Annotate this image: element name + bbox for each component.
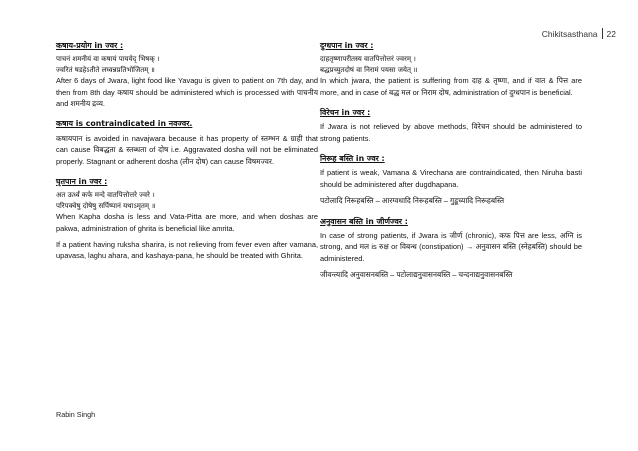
section-heading: निरूह बस्ति in ज्वर : <box>320 154 385 164</box>
section <box>56 40 318 109</box>
section-heading: दुग्धपान in ज्वर : <box>320 41 374 50</box>
sanskrit-verse-line: ज्वरितं षडहेऽतीते लघ्वन्नप्रतिभोजितम् ॥ <box>56 65 155 74</box>
section <box>56 176 318 262</box>
page-header <box>542 28 616 39</box>
sanskrit-verse-line: परिपक्वेषु दोषेषु सर्पिष्पानं यथाऽमृतम् ॥ <box>56 201 156 210</box>
section-heading: कषाय is contraindicated in नवज्वर. <box>56 119 193 129</box>
left-column <box>56 40 318 271</box>
body-paragraph: पटोलादि निरूहबस्ति – आरग्वधादि निरूहबस्ति – गुडूच्यादि निरूहबस्ति <box>320 196 505 206</box>
section-heading: अनुवासन बस्ति in जीर्णज्वर : <box>320 216 408 226</box>
section <box>56 118 318 166</box>
sanskrit-verse-line: बद्धप्रच्युतदोषं वा निरामं पयसा जयेत् ॥ <box>320 65 418 74</box>
body-paragraph: When Kapha dosha is less and Vata-Pitta are more, and when doshas are pakwa, administration of ghrita is beneficial like amrita. <box>56 212 318 233</box>
sanskrit-verse-line: अत ऊर्ध्वं कफे मन्दे वातपित्तोत्तरे ज्वरे । <box>56 191 155 200</box>
body-paragraph: If patient is weak, Vamana & Virechana are contraindicated, then Niruha basti should be administered after dugdhapana. <box>320 168 582 189</box>
page-number: 22 <box>606 28 616 39</box>
section <box>320 107 582 144</box>
chapter-title: Chikitsasthana <box>541 28 598 39</box>
header-divider <box>602 28 603 39</box>
section <box>320 216 582 281</box>
section-heading: कषाय-प्रयोग in ज्वर : <box>56 41 124 50</box>
body-paragraph: जीवन्त्यादि अनुवासनबस्ति – पटोलाद्यनुवासनबस्ति – चन्दनाद्यनुवासनबस्ति <box>320 270 513 279</box>
section-heading: विरेचन in ज्वर : <box>320 108 371 118</box>
footer-author: Rabin Singh <box>56 410 96 419</box>
section-heading: घृतपान in ज्वर : <box>56 176 108 186</box>
section <box>320 153 582 206</box>
sanskrit-verse-line: दाहतृष्णापरीतस्य वातपित्तोत्तरं ज्वरम् । <box>320 55 416 64</box>
right-column <box>320 40 582 289</box>
body-paragraph: After 6 days of Jwara, light food like Yavagu is given to patient on 7th day, and then from 8th day कषाय should be administered which is processed with पाचनीय and शमनीय द्रव्य. <box>56 76 318 109</box>
sanskrit-verse-line: पाचनं शमनीयं वा कषायं पाययेद् भिषक् । <box>56 55 160 64</box>
body-paragraph: If Jwara is not relieved by above methods, विरेचन should be administered to strong patients. <box>320 122 582 143</box>
body-paragraph: In case of strong patients, if Jwara is जीर्ण (chronic), कफ पित्त are less, अग्नि is strong, and मल is रुक्ष or विबन्ध (constipation) → अनुवासन बस्ति (स्नेहबस्ति) should be administered. <box>320 230 582 263</box>
body-paragraph: If a patient having ruksha sharira, is not relieving from fever even after vamana, upavasa, laghu ahara, and kashaya-pana, he should be treated with Ghrita. <box>56 239 318 261</box>
section <box>320 40 582 98</box>
body-paragraph: कषायपान is avoided in navajwara because it has property of स्तम्भन & ग्राही that can cause विबद्धता & स्तब्धता of दोष i.e. Aggravated dosha will not be eliminated properly. Stagnant or adherent dosha (लीन दोष) can cause विषमज्वर. <box>56 133 318 166</box>
body-paragraph: In which jwara, the patient is suffering from दाह & तृष्णा, and if वात & पित्त are more, and in case of बद्ध मल or निराम दोष, administration of दुग्धपान is beneficial. <box>320 76 582 97</box>
